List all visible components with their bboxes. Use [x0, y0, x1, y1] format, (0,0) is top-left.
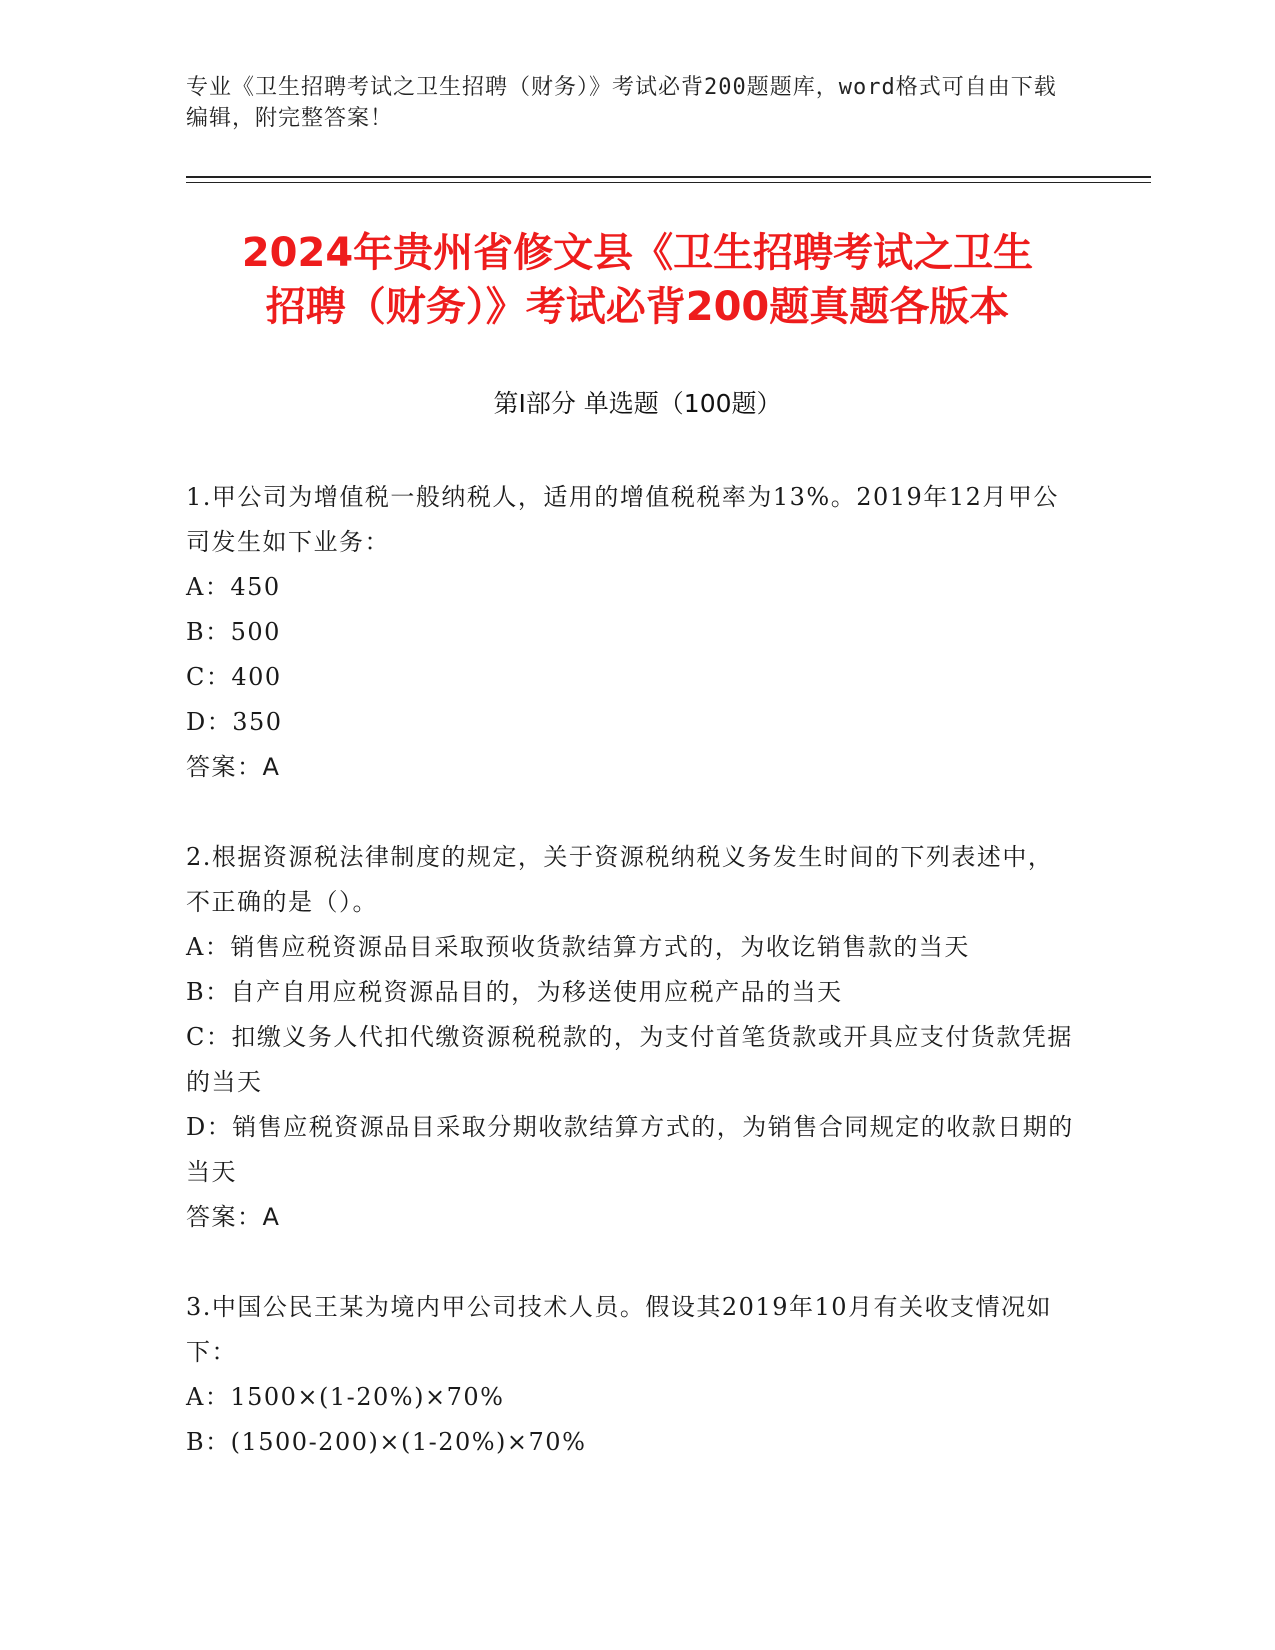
- question-stem: 2.根据资源税法律制度的规定，关于资源税纳税义务发生时间的下列表述中，不正确的是（）。: [186, 843, 1054, 916]
- header-divider-thick: [186, 176, 1151, 178]
- option-a: A：1500×(1-20%)×70%: [186, 1383, 505, 1411]
- question-1: [186, 475, 1076, 790]
- option-a: A：销售应税资源品目采取预收货款结算方式的，为收讫销售款的当天: [186, 933, 970, 961]
- question-list: [186, 475, 1076, 1510]
- document-title: [150, 226, 1125, 334]
- option-d: D：350: [186, 708, 283, 736]
- header-note: 专业《卫生招聘考试之卫生招聘（财务）》考试必背200题题库，word格式可自由下载编辑，附完整答案！: [186, 75, 1057, 131]
- question-3: [186, 1285, 1076, 1465]
- question-2: [186, 835, 1076, 1240]
- option-c: C：400: [186, 663, 282, 691]
- option-b: B：(1500-200)×(1-20%)×70%: [186, 1428, 587, 1456]
- question-stem: 3.中国公民王某为境内甲公司技术人员。假设其2019年10月有关收支情况如下：: [186, 1293, 1053, 1366]
- option-b: B：500: [186, 618, 281, 646]
- question-stem: 1.甲公司为增值税一般纳税人，适用的增值税税率为13%。2019年12月甲公司发生如下业务：: [186, 483, 1059, 556]
- option-d: D：销售应税资源品目采取分期收款结算方式的，为销售合同规定的收款日期的当天: [186, 1113, 1074, 1186]
- option-b: B：自产自用应税资源品目的，为移送使用应税产品的当天: [186, 978, 843, 1006]
- option-a: A：450: [186, 573, 281, 601]
- document-title-line-1: 2024年贵州省修文县《卫生招聘考试之卫生: [241, 230, 1034, 276]
- document-title-line-2: 招聘（财务）》考试必背200题真题各版本: [265, 284, 1010, 330]
- section-title: 第I部分 单选题（100题）: [493, 389, 782, 418]
- answer-line: 答案：A: [186, 1203, 281, 1231]
- option-c: C：扣缴义务人代扣代缴资源税税款的，为支付首笔货款或开具应支付货款凭据的当天: [186, 1023, 1073, 1096]
- header-divider-thin: [186, 182, 1151, 183]
- answer-line: 答案：A: [186, 753, 281, 781]
